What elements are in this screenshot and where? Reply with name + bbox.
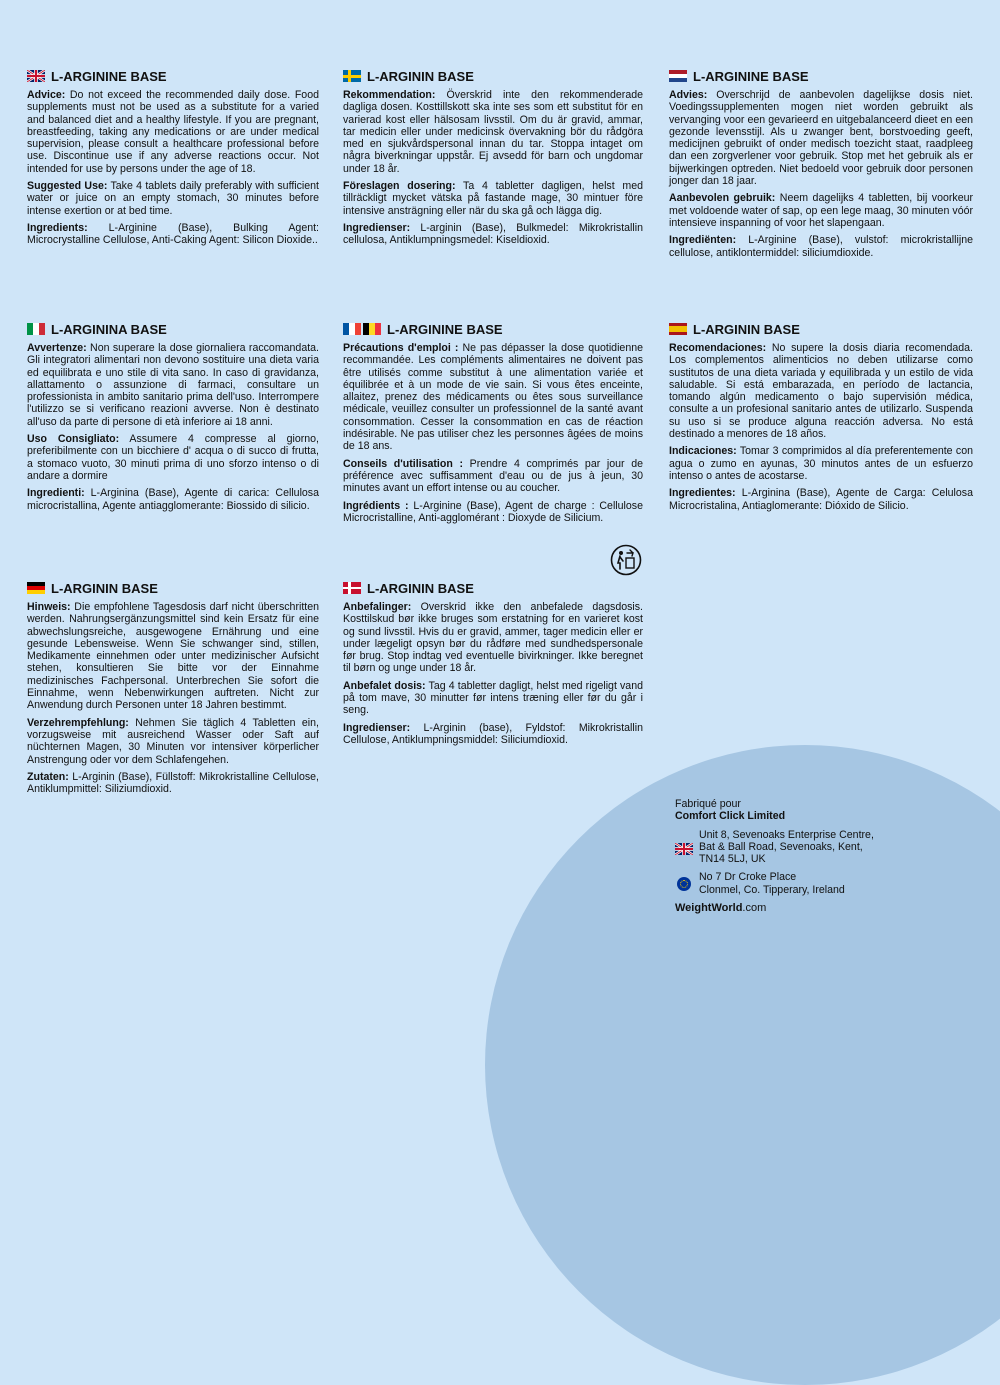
uk-address: Unit 8, Sevenoaks Enterprise Centre, Bat & Ball Road, Sevenoaks, Kent, TN14 5LJ, UK [675, 829, 874, 866]
ingredients-paragraph: Ingrediënten: L-Arginine (Base), vulstof: microkristallijne cellulose, antiklontermiddel: siliciumdioxide. [669, 234, 973, 259]
belgium-flag-icon [363, 323, 381, 335]
section-english [27, 68, 319, 252]
ingredients-paragraph: Ingredienti: L-Arginina (Base), Agente di carica: Cellulosa microcristallina, Agente antiagglomerante: Biossido di silicio. [27, 487, 319, 512]
usage-paragraph: Uso Consigliato: Assumere 4 compresse al giorno, preferibilmente con un bicchiere d' acqua o di succo di frutta, a stomaco vuoto, 30 minuti prima di uno sforzo intenso o di andare a dormire [27, 433, 319, 482]
ingredients-paragraph: Ingredientes: L-Arginina (Base), Agente de Carga: Celulosa Microcristalina, Antiaglomerante: Dióxido de Silicio. [669, 487, 973, 512]
directions-paragraph: Indicaciones: Tomar 3 comprimidos al día preferentemente con agua o zumo en ayunas, 30 minutos antes de un esfuerzo intenso o antes de acostarse. [669, 445, 973, 482]
warnings-paragraph: Avvertenze: Non superare la dose giornaliera raccomandata. Gli integratori alimentari non devono sostituire una dieta varia ed equilibrata e uno stile di vita sano. In caso di gravidanza, allattamento o assunzione di farmaci, consultare un professionista in ambito sanitario prima dell'uso. Interrompere l'utilizzo se si verificano reazioni avverse. Non è destinato all'uso da parte di persone di età inferiore ai 18 anni. [27, 342, 319, 428]
ingredients-paragraph: Ingredients: L-Arginine (Base), Bulking Agent: Microcrystalline Cellulose, Anti-Caking Agent: Silicon Dioxide.. [27, 221, 319, 247]
precautions-paragraph: Précautions d'emploi : Ne pas dépasser la dose quotidienne recommandée. Les compléments alimentaires ne doivent pas être utilisés comme substitut à une alimentation variée et équilibrée et à un mode de vie sain. Si vous êtes enceinte, allaitez, prenez des médicaments ou êtes sous surveillance médicale, veuillez consulter un professionnel de la santé avant consommation. Cesser la consommation en cas de réaction indésirable. Ne pas utiliser chez les personnes âgées de moins de 18 ans. [343, 342, 643, 453]
manufactured-for-label: Fabriqué pour [675, 798, 741, 810]
netherlands-flag-icon [669, 70, 687, 82]
section-title: L-ARGININ BASE [27, 580, 319, 596]
usage-paragraph: Aanbevolen gebruik: Neem dagelijks 4 tabletten, bij voorkeur met voldoende water of sap, op een lege maag, 30 minuten vóór intensieve inspanning of voor het slapengaan. [669, 192, 974, 229]
section-dutch [669, 68, 973, 264]
eu-flag-icon [677, 877, 691, 891]
ireland-address: No 7 Dr Croke Place Clonmel, Co. Tipperary, Ireland [675, 871, 874, 896]
section-italian [27, 321, 319, 517]
section-spanish [669, 321, 973, 517]
suggested-use-paragraph: Suggested Use: Take 4 tablets daily preferably with sufficient water or juice on an empty stomach, 30 minutes before intense exertion or at bed time. [27, 180, 319, 217]
recommendations-paragraph: Anbefalinger: Overskrid ikke den anbefalede dagsdosis. Kosttilskud bør ikke bruges som erstatning for en varieret kost og sund livsstil. Hvis du er gravid, ammer, tager medicin eller er under lægeligt opsyn bør du rådføre med sundhedspersonale før brug. Stop indtag ved eventuelle bivirkninger. Ikke beregnet til børn og unge under 18 år. [343, 601, 643, 675]
germany-flag-icon [27, 582, 45, 594]
italy-flag-icon [27, 323, 45, 335]
spain-flag-icon [669, 323, 687, 335]
uk-flag-icon [27, 70, 45, 82]
section-title: L-ARGININA BASE [27, 321, 319, 337]
brand-website: WeightWorld.com [675, 902, 767, 915]
ingredients-paragraph: Ingredienser: L-arginin (Base), Bulkmedel: Mikrokristallin cellulosa, Antiklumpningsmedel: Kiseldioxid. [343, 221, 643, 247]
recommendations-paragraph: Recomendaciones: No supere la dosis diaria recomendada. Los complementos alimenticios no deben utilizarse como sustitutos de una dieta variada y equilibrada y un estilo de vida saludable. Si está embarazada, en período de lactancia, tomando algún medicamento o bajo supervisión médica, consulte a un profesional sanitario antes de utilizarlo. Suspenda su uso si se produce alguna reacción adversa. No está destinado a menores de 18 años. [669, 342, 973, 441]
section-title: L-ARGININE BASE [27, 68, 319, 84]
advice-paragraph: Advies: Overschrijd de aanbevolen dagelijkse dosis niet. Voedingssupplementen mogen niet worden gebruikt als vervanging voor een gevarieerd en uitgebalanceerd dieet en een gezonde levensstijl. Als u zwanger bent, borstvoeding geeft, medicijnen gebruikt of onder medisch toezicht staat, raadpleeg dan een zorgverlener voor gebruik. Stop met het gebruik als er bijwerkingen optreden. Niet bedoeld voor gebruik door personen jonger dan 18 jaar. [669, 89, 973, 188]
section-title: L-ARGININE BASE [343, 321, 643, 337]
ingredients-paragraph: Ingredienser: L-Arginin (base), Fyldstof: Mikrokristallin Cellulose, Antiklumpningsmiddel: Siliciumdioxid. [343, 721, 643, 746]
ingredients-paragraph: Zutaten: L-Arginin (Base), Füllstoff: Mikrokristalline Cellulose, Antiklumpmittel: Siliziumdioxid. [27, 770, 319, 796]
france-flag-icon [343, 323, 361, 335]
sweden-flag-icon [343, 70, 361, 82]
recommendation-paragraph: Rekommendation: Överskrid inte den rekommenderade dagliga dosen. Kosttillskott ska inte ses som ett substitut för en varierad kost eller hälsosam livsstil. Om du är gravid, ammar, tar medicin eller under medicinsk övervakning bör du rådgöra med en sjukvårdspersonal innan du tar. Stoppa intaget om några biverkningar uppstår. Ej avsedd för barn och ungdomar under 18 år. [343, 89, 643, 175]
ingredients-paragraph: Ingrédients : L-Arginine (Base), Agent de charge : Cellulose Microcristalline, Anti-agglomérant : Dioxyde de Silicium. [343, 499, 643, 524]
section-swedish [343, 68, 643, 252]
section-title: L-ARGININ BASE [343, 580, 643, 596]
dosage-paragraph: Föreslagen dosering: Ta 4 tabletter dagligen, helst med tillräckligt mycket vätska på fastande mage, 30 mintuer före intensive ansträgning eller när du ska gå och lägga dig. [343, 180, 644, 217]
usage-paragraph: Verzehrempfehlung: Nehmen Sie täglich 4 Tabletten ein, vorzugsweise mit ausreichend Wasser oder Saft auf nüchternen Magen, 30 Minuten vor intensiver körperlicher Anstrengung oder vor dem Schlafengehen. [27, 716, 319, 766]
notice-paragraph: Hinweis: Die empfohlene Tagesdosis darf nicht überschritten werden. Nahrungsergänzungsmittel sind kein Ersatz für eine abwechslungsreiche, ausgewogene Ernährung und eine gesunde Lebensweise. Wenn Sie schwanger sind, stillen, Medikamente einnehmen oder unter medizinischer Aufsicht stehen, konsultieren Sie bitte vor der Einnahme medizinisches Fachpersonal. Unterbrechen Sie sofort die Einnahme, wenn Nebenwirkungen auftreten. Nicht zur Anwendung durch Personen unter 18 Jahren bestimmt. [27, 601, 319, 712]
advice-paragraph: Advice: Do not exceed the recommended daily dose. Food supplements must not be used as a substitute for a varied and balanced diet and a healthy lifestyle. If you are pregnant, breastfeeding, taking any medications or are under medical supervision, please consult a healthcare professional before use. Discontinue use if any adverse reactions occur. Not intended for use by persons under the age of 18. [27, 89, 319, 175]
company-name: Comfort Click Limited [675, 810, 786, 823]
dosage-paragraph: Anbefalet dosis: Tag 4 tabletter dagligt, helst med rigeligt vand på tom mave, 30 minutter før intens træning eller før du går i seng. [343, 679, 643, 717]
denmark-flag-icon [343, 582, 361, 594]
section-title: L-ARGININ BASE [343, 68, 643, 84]
usage-paragraph: Conseils d'utilisation : Prendre 4 comprimés par jour de préférence avec suffisamment d'eau ou de jus à jeun, 30 minutes avant un effort intense ou au coucher. [343, 457, 643, 495]
section-german [27, 580, 319, 800]
section-french [343, 321, 643, 529]
section-danish [343, 580, 643, 751]
section-title: L-ARGININ BASE [669, 321, 973, 337]
uk-flag-icon [675, 843, 693, 855]
company-info [675, 798, 874, 914]
triman-recycle-icon [610, 544, 642, 576]
section-title: L-ARGININE BASE [669, 68, 973, 84]
